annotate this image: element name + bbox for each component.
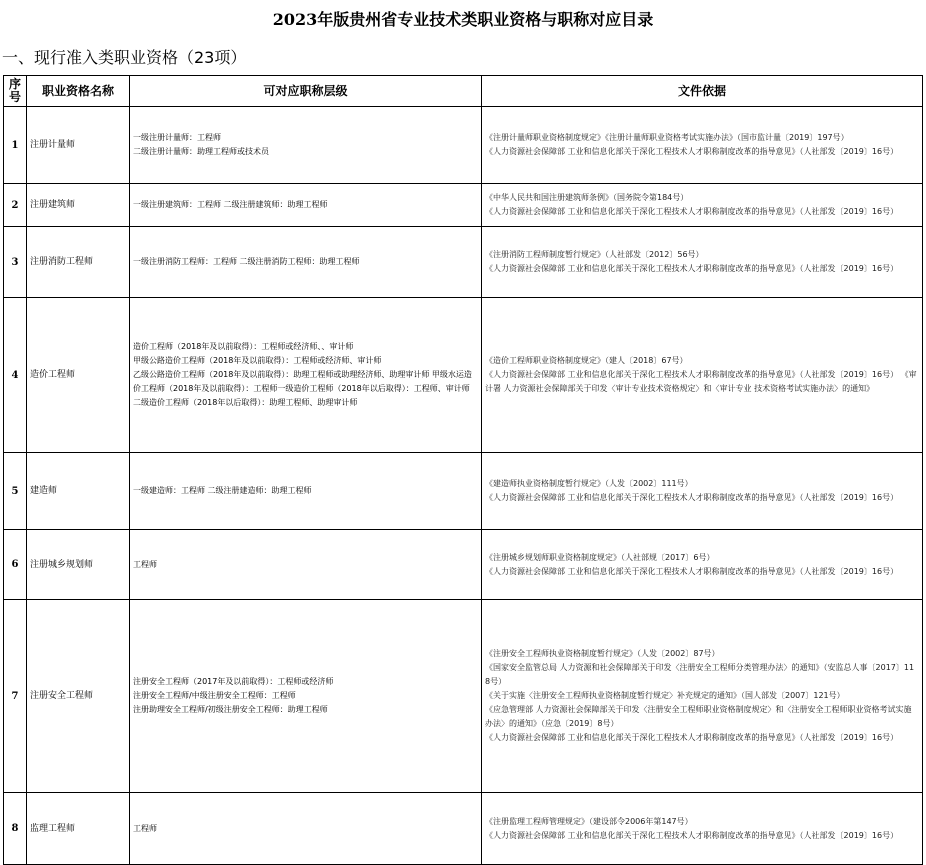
- level-line: 乙级公路造价工程师（2018年及以前取得）：助理工程师或助理经济师、助理审计师 甲级水运造价工程师（2018年及以前取得）：工程师一级造价工程师（2018年以后取得）：工程师、审计师: [133, 370, 472, 393]
- row-seq: 3: [4, 227, 27, 298]
- level-line: 造价工程师（2018年及以前取得）：工程师或经济师、、审计师: [133, 342, 354, 351]
- basis-line: 《建造师执业资格制度暂行规定》（人发〔2002〕111号）: [485, 479, 693, 488]
- qualification-name: 造价工程师: [27, 298, 130, 453]
- qualification-name: 注册计量师: [27, 107, 130, 184]
- title-levels: [130, 600, 482, 793]
- level-line: 一级注册建筑师：工程师 二级注册建筑师：助理工程师: [133, 200, 328, 209]
- table-row: [4, 298, 923, 453]
- row-seq: 2: [4, 184, 27, 227]
- row-seq: 1: [4, 107, 27, 184]
- level-line: 工程师: [133, 823, 157, 833]
- title-levels: [130, 530, 482, 600]
- header-basis: 文件依据: [482, 76, 923, 107]
- header-seq: 序号: [4, 76, 27, 107]
- qualification-name: 注册建筑师: [27, 184, 130, 227]
- title-levels: [130, 227, 482, 298]
- basis-line: 《注册计量师职业资格制度规定》《注册计量师职业资格考试实施办法》（国市监计量〔2019〕197号）: [485, 133, 849, 142]
- qualification-name: 监理工程师: [27, 793, 130, 865]
- level-line: 二级造价工程师（2018年以后取得）：助理工程师、助理审计师: [133, 398, 358, 407]
- document-basis: [482, 184, 923, 227]
- title-levels: [130, 184, 482, 227]
- document-basis: [482, 227, 923, 298]
- page-title: 2023年版贵州省专业技术类职业资格与职称对应目录: [272, 10, 654, 29]
- basis-line: 《注册监理工程师管理规定》（建设部令2006年第147号）: [485, 816, 693, 826]
- title-levels: [130, 793, 482, 865]
- document-basis: [482, 107, 923, 184]
- basis-line: 《注册安全工程师执业资格制度暂行规定》（人发〔2002〕87号）: [485, 649, 720, 658]
- table-row: [4, 107, 923, 184]
- header-levels: 可对应职称层级: [130, 76, 482, 107]
- basis-line: 《人力资源社会保障部 工业和信息化部关于深化工程技术人才职称制度改革的指导意见》（人社部发〔2019〕16号）: [485, 733, 899, 742]
- row-seq: 8: [4, 793, 27, 865]
- basis-line: 《人力资源社会保障部 工业和信息化部关于深化工程技术人才职称制度改革的指导意见》（人社部发〔2019〕16号）: [485, 207, 899, 216]
- title-levels: [130, 298, 482, 453]
- document-basis: [482, 298, 923, 453]
- qualification-name: 注册城乡规划师: [27, 530, 130, 600]
- row-seq: 4: [4, 298, 27, 453]
- basis-line: 《中华人民共和国注册建筑师条例》（国务院令第184号）: [485, 193, 689, 202]
- level-line: 甲级公路造价工程师（2018年及以前取得）：工程师或经济师、审计师: [133, 356, 382, 365]
- qualification-name: 建造师: [27, 453, 130, 530]
- basis-line: 《人力资源社会保障部 工业和信息化部关于深化工程技术人才职称制度改革的指导意见》（人社部发〔2019〕16号）: [485, 264, 899, 273]
- document-basis: [482, 793, 923, 865]
- level-line: 注册助理安全工程师/初级注册安全工程师：助理工程师: [133, 705, 328, 714]
- table-row: [4, 793, 923, 865]
- table-header-row: [4, 76, 923, 107]
- level-line: 二级注册计量师：助理工程师或技术员: [133, 147, 269, 156]
- basis-line: 《人力资源社会保障部 工业和信息化部关于深化工程技术人才职称制度改革的指导意见》（人社部发〔2019〕16号）: [485, 493, 899, 502]
- level-line: 一级注册计量师：工程师: [133, 133, 221, 142]
- level-line: 注册安全工程师（2017年及以前取得）：工程师或经济师: [133, 677, 334, 686]
- table-row: [4, 227, 923, 298]
- level-line: 注册安全工程师/中级注册安全工程师：工程师: [133, 691, 296, 700]
- basis-line: 《人力资源社会保障部 工业和信息化部关于深化工程技术人才职称制度改革的指导意见》（人社部发〔2019〕16号） 《审计署 人力资源社会保障部关于印发〈审计专业技术资格规定〉和〈审计专业 技术资格考试实施办法〉的通知》: [485, 370, 917, 393]
- qualification-name: 注册消防工程师: [27, 227, 130, 298]
- qualification-table: [3, 75, 923, 865]
- basis-line: 《造价工程师职业资格制度规定》（建人〔2018〕67号）: [485, 356, 688, 365]
- title-levels: [130, 453, 482, 530]
- row-seq: 6: [4, 530, 27, 600]
- level-line: 工程师: [133, 559, 157, 569]
- title-levels: [130, 107, 482, 184]
- document-basis: [482, 453, 923, 530]
- qualification-name: 注册安全工程师: [27, 600, 130, 793]
- header-name: 职业资格名称: [27, 76, 130, 107]
- basis-line: 《人力资源社会保障部 工业和信息化部关于深化工程技术人才职称制度改革的指导意见》（人社部发〔2019〕16号）: [485, 566, 899, 576]
- basis-line: 《关于实施〈注册安全工程师执业资格制度暂行规定〉补充规定的通知》（国人部发〔2007〕121号）: [485, 691, 845, 700]
- level-line: 一级建造师：工程师 二级注册建造师：助理工程师: [133, 486, 312, 495]
- row-seq: 7: [4, 600, 27, 793]
- section-heading: 一、现行准入类职业资格（23项）: [2, 48, 247, 67]
- table-row: [4, 600, 923, 793]
- table-row: [4, 453, 923, 530]
- table-row: [4, 184, 923, 227]
- row-seq: 5: [4, 453, 27, 530]
- basis-line: 《注册消防工程师制度暂行规定》（人社部发〔2012〕56号）: [485, 250, 704, 259]
- document-basis: [482, 530, 923, 600]
- basis-line: 《应急管理部 人力资源社会保障部关于印发〈注册安全工程师职业资格制度规定〉和〈注册安全工程师职业资格考试实施办法〉的通知》（应急〔2019〕8号）: [485, 705, 912, 728]
- basis-line: 《人力资源社会保障部 工业和信息化部关于深化工程技术人才职称制度改革的指导意见》（人社部发〔2019〕16号）: [485, 830, 899, 840]
- basis-line: 《人力资源社会保障部 工业和信息化部关于深化工程技术人才职称制度改革的指导意见》（人社部发〔2019〕16号）: [485, 147, 899, 156]
- basis-line: 《注册城乡规划师职业资格制度规定》（人社部规〔2017〕6号）: [485, 552, 715, 562]
- table-row: [4, 530, 923, 600]
- basis-line: 《国家安全监管总局 人力资源和社会保障部关于印发〈注册安全工程师分类管理办法〉的通知》（安监总人事〔2017〕118号）: [485, 663, 915, 686]
- level-line: 一级注册消防工程师：工程师 二级注册消防工程师：助理工程师: [133, 257, 360, 266]
- document-basis: [482, 600, 923, 793]
